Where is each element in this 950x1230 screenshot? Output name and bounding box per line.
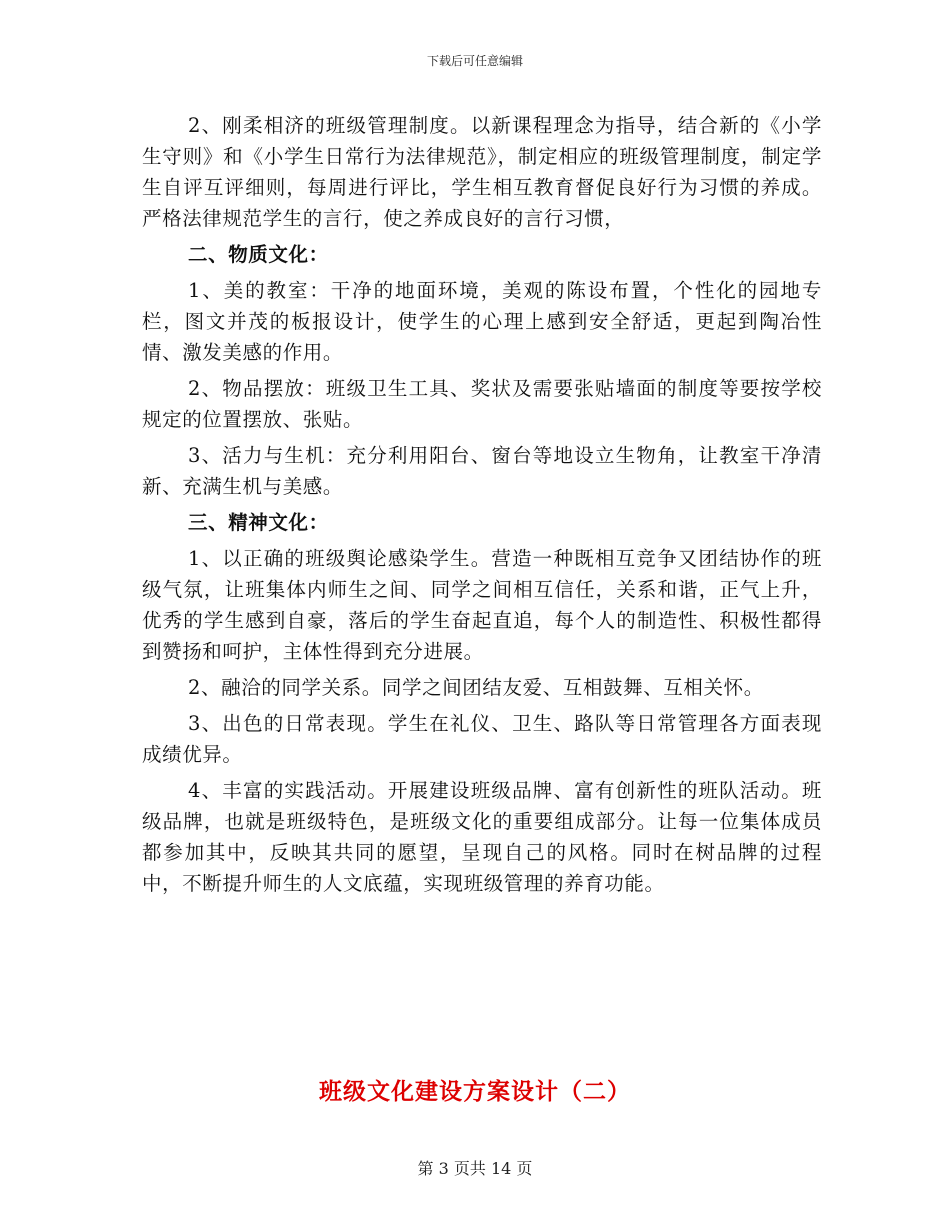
paragraph-classmate-relations: 2、融洽的同学关系。同学之间团结友爱、互相鼓舞、互相关怀。 xyxy=(188,676,764,699)
heading-spiritual-culture: 三、精神文化： xyxy=(188,511,329,534)
section-title: 班级文化建设方案设计（二） xyxy=(319,1078,631,1105)
paragraph-public-opinion: 1、以正确的班级舆论感染学生。营造一种既相互竞争又团结协作的班级气氛，让班集体内师生之间、同学之间相互信任，关系和谐，正气上升，优秀的学生感到自豪，落后的学生奋起直追，每个人的制造性、积极性都得到赞扬和呵护，主体性得到充分进展。 xyxy=(142,547,822,663)
paragraph-daily-performance: 3、出色的日常表现。学生在礼仪、卫生、路队等日常管理各方面表现成绩优异。 xyxy=(142,712,822,766)
document-body xyxy=(142,110,822,904)
page-footer: 第 3 页共 14 页 xyxy=(417,1159,533,1178)
paragraph-vitality: 3、活力与生机：充分利用阳台、窗台等地设立生物角，让教室干净清新、充满生机与美感。 xyxy=(142,444,822,498)
paragraph-practice-activities: 4、丰富的实践活动。开展建设班级品牌、富有创新性的班队活动。班级品牌，也就是班级特色，是班级文化的重要组成部分。让每一位集体成员都参加其中，反映其共同的愿望，呈现自己的风格。同时在树品牌的过程中，不断提升师生的人文底蕴，实现班级管理的养育功能。 xyxy=(142,779,822,895)
page-header: 下载后可任意编辑 xyxy=(426,54,523,68)
paragraph-classroom: 1、美的教室：干净的地面环境，美观的陈设布置，个性化的园地专栏，图文并茂的板报设计，使学生的心理上感到安全舒适，更起到陶冶性情、激发美感的作用。 xyxy=(142,279,822,364)
paragraph-class-management: 2、刚柔相济的班级管理制度。以新课程理念为指导，结合新的《小学生守则》和《小学生日常行为法律规范》，制定相应的班级管理制度，制定学生自评互评细则，每周进行评比，学生相互教育督促良好行为习惯的养成。严格法律规范学生的言行，使之养成良好的言行习惯， xyxy=(142,114,822,230)
paragraph-items-placement: 2、物品摆放：班级卫生工具、奖状及需要张贴墙面的制度等要按学校规定的位置摆放、张贴。 xyxy=(142,377,822,431)
heading-material-culture: 二、物质文化： xyxy=(188,243,329,266)
